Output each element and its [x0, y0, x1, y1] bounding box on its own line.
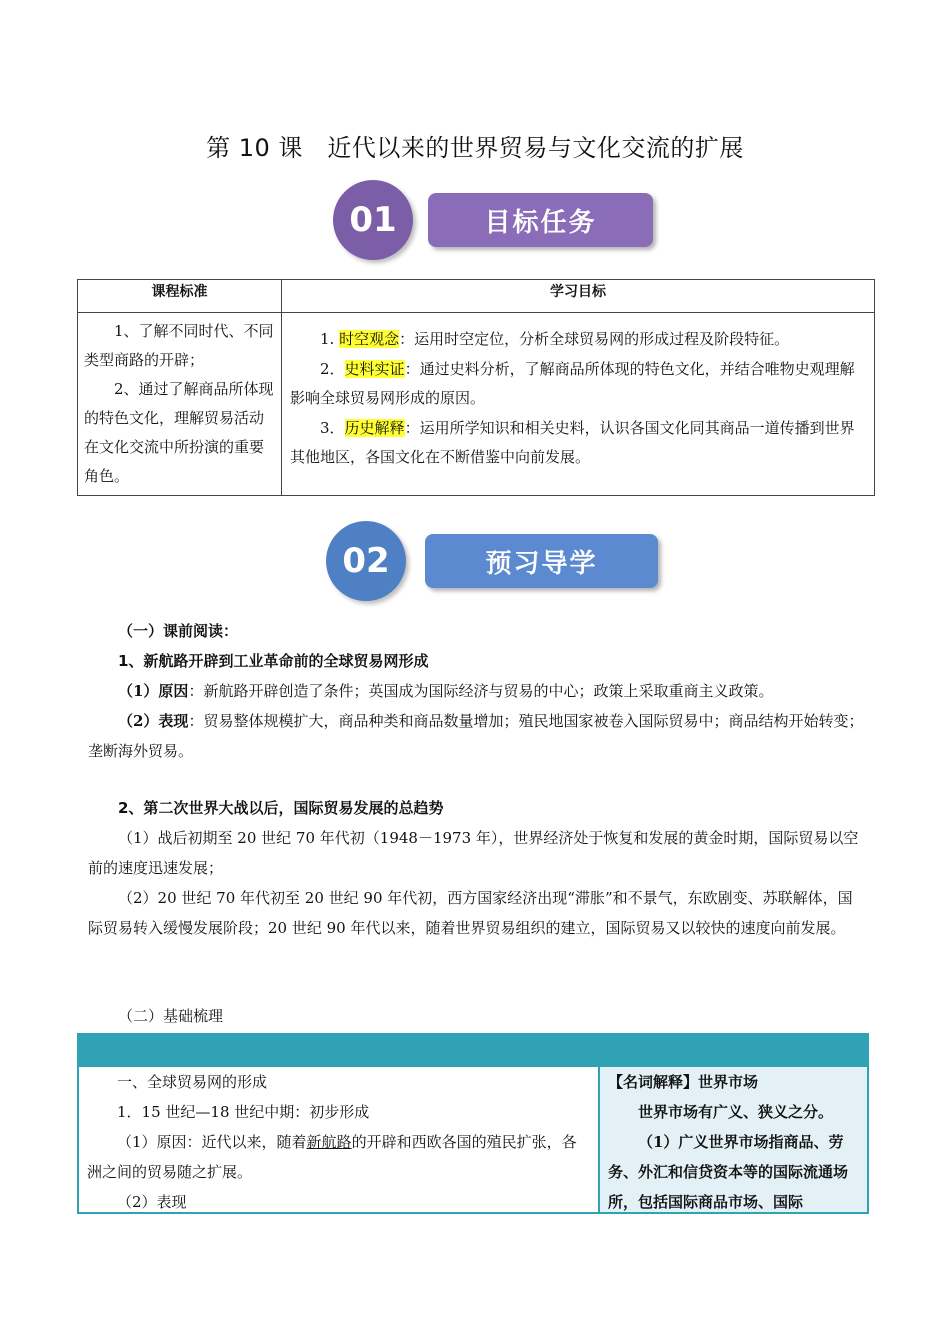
paragraph: （1）原因：近代以来，随着新航路的开辟和西欧各国的殖民扩张，各洲之间的贸易随之扩展。: [87, 1133, 577, 1181]
table-header: 课程标准: [78, 280, 282, 313]
subsection-heading: （二）基础梳理: [118, 1007, 224, 1025]
objective-item: 3．历史解释：运用所学知识和相关史料，认识各国文化同其商品一道传播到世界其他地区，各国文化在不断借鉴中向前发展。: [290, 418, 855, 466]
basics-left-column: [87, 1067, 591, 1217]
paragraph: （2）表现：贸易整体规模扩大，商品种类和商品数量增加；殖民地国家被卷入国际贸易中；商品结构开始转变；垄断海外贸易。: [88, 712, 864, 760]
term-explanation-box: [600, 1067, 867, 1212]
paragraph: 1．15 世纪—18 世纪中期：初步形成: [117, 1103, 370, 1121]
objective-item: 1. 时空观念：运用时空定位，分析全球贸易网的形成过程及阶段特征。: [320, 330, 790, 348]
paragraph: （2）20 世纪 70 年代初至 20 世纪 90 年代初，西方国家经济出现“滞胀”和不景气，东欧剧变、苏联解体，国际贸易转入缓慢发展阶段；20 世纪 90 年代以来，随着世界贸易组织的建立，国际贸易又以较快的速度向前发展。: [88, 889, 853, 937]
preview-reading: [88, 616, 864, 766]
paragraph: （1）原因：新航路开辟创造了条件；英国成为国际经济与贸易的中心；政策上采取重商主义政策。: [118, 682, 774, 700]
section-number-badge: [326, 521, 406, 601]
topic-heading: 2、第二次世界大战以后，国际贸易发展的总趋势: [118, 799, 444, 817]
paragraph: （1）战后初期至 20 世纪 70 年代初（1948－1973 年），世界经济处于恢复和发展的黄金时期，国际贸易以空前的速度迅速发展；: [88, 829, 859, 877]
fill-blank-answer: 新航路: [306, 1133, 352, 1151]
section-title-banner: [425, 534, 658, 588]
basics-table: [77, 1033, 869, 1214]
section-number-badge: [333, 180, 413, 260]
subsection-heading: （一）课前阅读：: [118, 622, 239, 640]
curriculum-standards-cell: [78, 313, 282, 496]
table-header-bar: [79, 1035, 867, 1067]
table-header: 学习目标: [282, 280, 875, 313]
paragraph: 世界市场有广义、狭义之分。: [638, 1103, 834, 1121]
section-number: 02: [342, 541, 390, 581]
standard-item: 1、了解不同时代、不同类型商路的开辟；: [84, 322, 274, 369]
goals-table: [77, 279, 875, 496]
topic-heading: 1、新航路开辟到工业革命前的全球贸易网形成: [118, 652, 429, 670]
paragraph: （1）广义世界市场指商品、劳务、外汇和信贷资本等的国际流通场所，包括国际商品市场、国际: [608, 1133, 849, 1211]
standard-item: 2、通过了解商品所体现的特色文化，理解贸易活动在文化交流中所扮演的重要角色。: [84, 380, 274, 485]
page-title: 第 10 课 近代以来的世界贸易与文化交流的扩展: [206, 134, 744, 162]
paragraph: （2）表现: [117, 1193, 187, 1211]
section-title-banner: [428, 193, 653, 247]
preview-trend: [88, 793, 864, 943]
term-tag: 【名词解释】世界市场: [608, 1073, 759, 1091]
highlight-key: 历史解释: [344, 418, 405, 437]
section-title: 预习导学: [485, 548, 598, 579]
section-title: 目标任务: [484, 207, 597, 238]
objective-item: 2．史料实证：通过史料分析，了解商品所体现的特色文化，并结合唯物史观理解影响全球贸易网形成的原因。: [290, 359, 855, 407]
paragraph: 一、全球贸易网的形成: [117, 1073, 268, 1091]
highlight-key: 时空观念: [339, 330, 400, 348]
section-number: 01: [349, 200, 397, 240]
learning-objectives-cell: [282, 313, 875, 496]
highlight-key: 史料实证: [344, 359, 405, 378]
